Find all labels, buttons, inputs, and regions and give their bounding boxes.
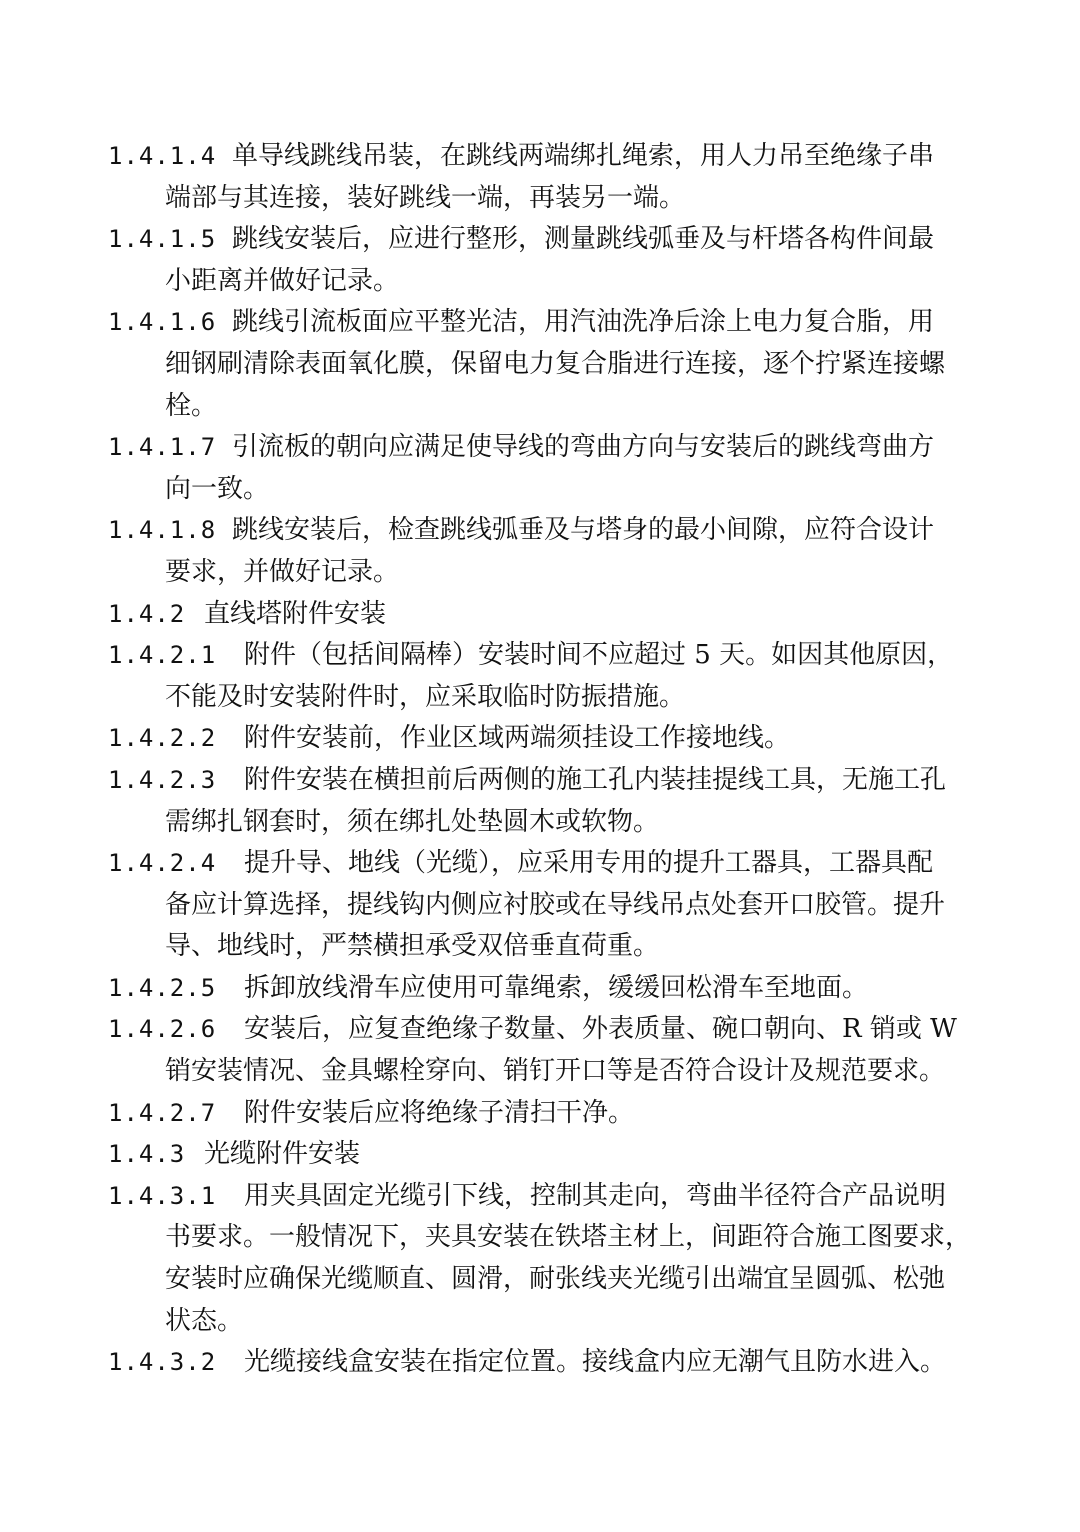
clause-text: 备应计算选择，提线钩内侧应衬胶或在导线吊点处套开口胶管。提升 bbox=[165, 889, 946, 920]
clause-number: 1.4.1.4 bbox=[108, 142, 217, 170]
clause-first-line bbox=[108, 635, 978, 677]
clause-1-4-2-1 bbox=[108, 635, 978, 718]
section-heading-line bbox=[108, 594, 978, 636]
clause-text: 附件安装前，作业区域两端须挂设工作接地线。 bbox=[244, 723, 791, 754]
section-title: 光缆附件安装 bbox=[204, 1139, 361, 1170]
clause-text: 细钢刷清除表面氧化膜，保留电力复合脂进行连接，逐个拧紧连接螺 bbox=[165, 348, 946, 379]
clause-1-4-2-4 bbox=[108, 843, 978, 968]
clause-text: 拆卸放线滑车应使用可靠绳索，缓缓回松滑车至地面。 bbox=[244, 972, 869, 1003]
document-body bbox=[108, 136, 978, 1384]
clause-first-line bbox=[108, 219, 978, 261]
clause-text: 安装时应确保光缆顺直、圆滑，耐张线夹光缆引出端宜呈圆弧、松弛 bbox=[165, 1264, 946, 1295]
clause-first-line bbox=[108, 136, 978, 178]
clause-number: 1.4.2.3 bbox=[108, 765, 217, 794]
clause-first-line bbox=[108, 760, 978, 802]
clause-text: 向一致。 bbox=[165, 473, 270, 504]
clause-text: 跳线安装后，应进行整形，测量跳线弧垂及与杆塔各构件间最 bbox=[232, 224, 935, 255]
clause-number: 1.4.2.1 bbox=[108, 641, 217, 670]
clause-text: 光缆接线盒安装在指定位置。接线盒内应无潮气且防水进入。 bbox=[244, 1347, 947, 1378]
clause-1-4-2-5 bbox=[108, 968, 978, 1010]
clause-first-line bbox=[108, 1176, 978, 1218]
clause-text: 单导线跳线吊装，在跳线两端绑扎绳索，用人力吊至绝缘子串 bbox=[232, 141, 935, 171]
section-heading-1-4-2 bbox=[108, 594, 978, 636]
clause-number: 1.4.2.2 bbox=[108, 724, 217, 753]
clause-1-4-2-6 bbox=[108, 1009, 978, 1092]
clause-number: 1.4.3.1 bbox=[108, 1181, 217, 1210]
section-number: 1.4.3 bbox=[108, 1140, 186, 1169]
clause-1-4-3-1 bbox=[108, 1176, 978, 1342]
clause-1-4-1-8 bbox=[108, 510, 978, 593]
section-title: 直线塔附件安装 bbox=[204, 598, 387, 629]
section-number: 1.4.2 bbox=[108, 599, 186, 628]
clause-number: 1.4.3.2 bbox=[108, 1348, 217, 1377]
clause-text: 栓。 bbox=[165, 390, 218, 421]
clause-number: 1.4.2.5 bbox=[108, 973, 217, 1002]
clause-1-4-1-5 bbox=[108, 219, 978, 302]
section-heading-line bbox=[108, 1134, 978, 1176]
clause-text: 附件（包括间隔棒）安装时间不应超过 5 天。如因其他原因， bbox=[244, 640, 954, 671]
clause-text: 提升导、地线（光缆），应采用专用的提升工器具，工器具配 bbox=[244, 848, 934, 879]
clause-first-line bbox=[108, 1093, 978, 1135]
clause-text: 跳线安装后，检查跳线弧垂及与塔身的最小间隙，应符合设计 bbox=[232, 515, 935, 546]
clause-1-4-2-2 bbox=[108, 718, 978, 760]
clause-number: 1.4.1.7 bbox=[108, 433, 217, 462]
clause-text: 安装后，应复查绝缘子数量、外表质量、碗口朝向、R 销或 W bbox=[244, 1014, 957, 1045]
clause-text: 书要求。一般情况下，夹具安装在铁塔主材上，间距符合施工图要求， bbox=[165, 1222, 972, 1253]
clause-text: 要求，并做好记录。 bbox=[165, 556, 400, 587]
clause-text: 需绑扎钢套时，须在绑扎处垫圆木或软物。 bbox=[165, 806, 660, 837]
clause-number: 1.4.2.6 bbox=[108, 1015, 217, 1044]
clause-1-4-3-2 bbox=[108, 1342, 978, 1384]
clause-text: 用夹具固定光缆引下线，控制其走向，弯曲半径符合产品说明 bbox=[244, 1180, 947, 1211]
clause-first-line bbox=[108, 510, 978, 552]
clause-text: 小距离并做好记录。 bbox=[165, 265, 400, 296]
clause-1-4-2-3 bbox=[108, 760, 978, 843]
clause-number: 1.4.1.6 bbox=[108, 308, 217, 337]
clause-text: 跳线引流板面应平整光洁，用汽油洗净后涂上电力复合脂，用 bbox=[232, 307, 935, 338]
clause-text: 端部与其连接，装好跳线一端，再装另一端。 bbox=[165, 182, 686, 213]
clause-text: 附件安装后应将绝缘子清扫干净。 bbox=[244, 1097, 635, 1128]
clause-text: 状态。 bbox=[165, 1305, 244, 1336]
clause-text: 导、地线时，严禁横担承受双倍垂直荷重。 bbox=[165, 931, 660, 962]
clause-first-line bbox=[108, 1009, 978, 1051]
clause-first-line bbox=[108, 843, 978, 885]
clause-number: 1.4.1.8 bbox=[108, 516, 217, 545]
clause-number: 1.4.2.4 bbox=[108, 849, 217, 878]
clause-text: 不能及时安装附件时，应采取临时防振措施。 bbox=[165, 681, 686, 712]
clause-first-line bbox=[108, 968, 978, 1010]
clause-first-line bbox=[108, 302, 978, 344]
clause-number: 1.4.2.7 bbox=[108, 1098, 217, 1127]
clause-1-4-1-7 bbox=[108, 427, 978, 510]
clause-1-4-1-6 bbox=[108, 302, 978, 427]
clause-text: 附件安装在横担前后两侧的施工孔内装挂提线工具，无施工孔 bbox=[244, 764, 947, 795]
clause-first-line bbox=[108, 1342, 978, 1384]
section-heading-1-4-3 bbox=[108, 1134, 978, 1176]
clause-text: 引流板的朝向应满足使导线的弯曲方向与安装后的跳线弯曲方 bbox=[232, 432, 935, 463]
clause-1-4-2-7 bbox=[108, 1093, 978, 1135]
clause-text: 销安装情况、金具螺栓穿向、销钉开口等是否符合设计及规范要求。 bbox=[165, 1056, 946, 1087]
clause-first-line bbox=[108, 427, 978, 469]
clause-first-line bbox=[108, 718, 978, 760]
clause-number: 1.4.1.5 bbox=[108, 225, 217, 254]
clause-1-4-1-4 bbox=[108, 136, 978, 219]
